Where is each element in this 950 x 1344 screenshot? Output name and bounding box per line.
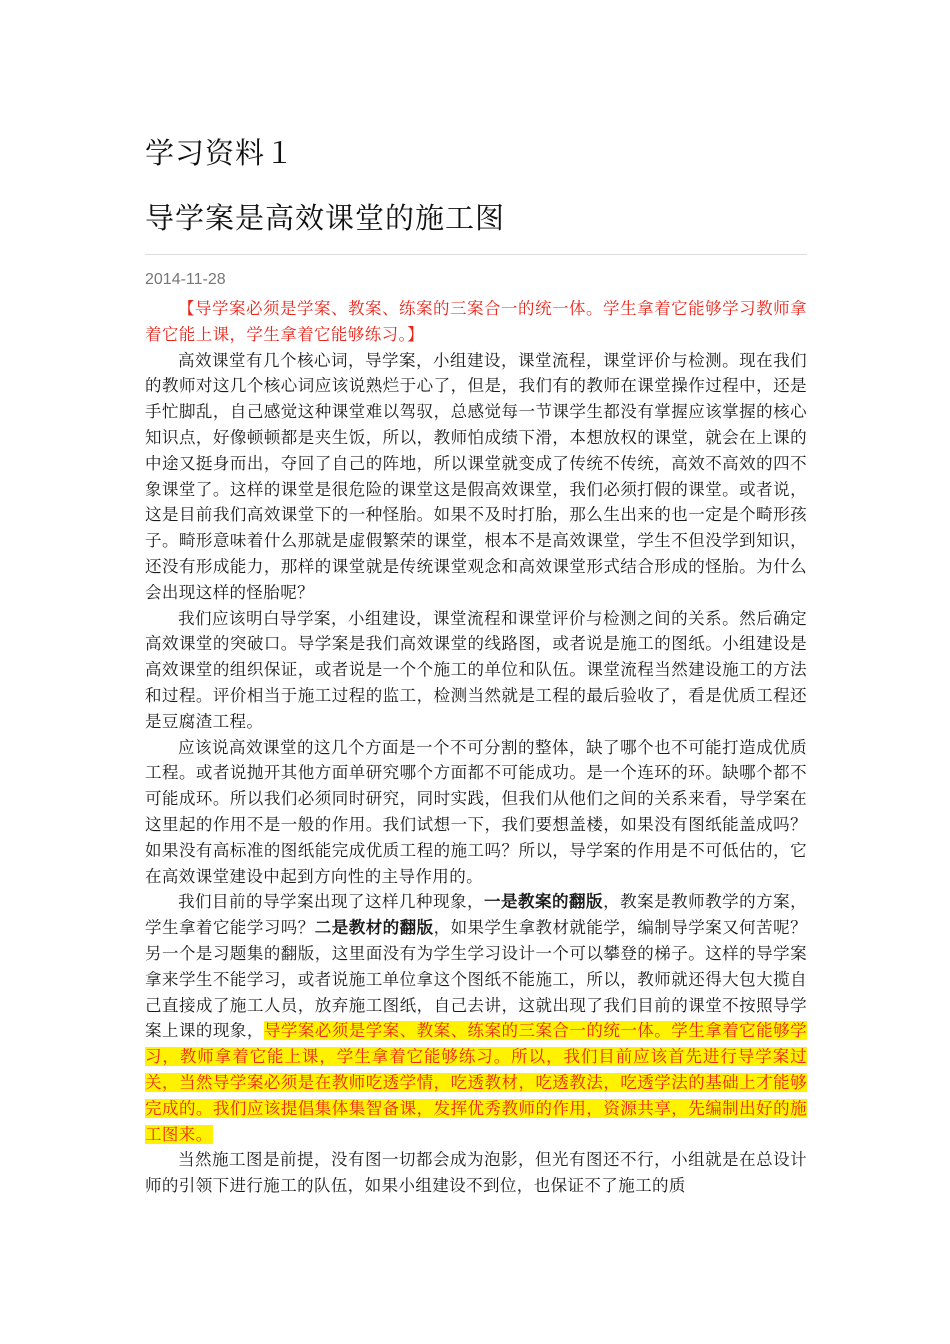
lead-summary: 【导学案必须是学案、教案、练案的三案合一的统一体。学生拿着它能够学习教师拿着它能上课，学生拿着它能够练习。】 xyxy=(145,299,807,344)
title-divider xyxy=(145,254,807,255)
bold-phrase-1: 一是教案的翻版 xyxy=(484,892,604,912)
paragraph-2: 我们应该明白导学案，小组建设，课堂流程和课堂评价与检测之间的关系。然后确定高效课堂的突破口。导学案是我们高效课堂的线路图，或者说是施工的图纸。小组建设是高效课堂的组织保证，或者说是一个个施工的单位和队伍。课堂流程当然建设施工的方法和过程。评价相当于施工过程的监工，检测当然就是工程的最后验收了，看是优质工程还是豆腐渣工程。 xyxy=(145,608,807,731)
document-label: 学习资料１ xyxy=(145,136,296,170)
paragraph-4-text-c: ，如果学生拿教材就能学，编制导学案又何苦呢？另一个是习题集的翻版，这里面没有为学生学习设计一个可以攀登的梯子。这样的导学案拿来学生不能学习，或者说施工单位拿这个图纸不能施工，所以，教师就还得大包大揽自己直接成了施工人员，放弃施工图纸，自己去讲，这就出现了我们目前的课堂不按照导学案上课的现象， xyxy=(145,918,807,1041)
paragraph-4-text-b: ，教案是教师教学的方案，学生拿着它能学习吗？ xyxy=(145,892,807,938)
paragraph-3: 应该说高效课堂的这几个方面是一个不可分割的整体，缺了哪个也不可能打造成优质工程。或者说抛开其他方面单研究哪个方面都不可能成功。是一个连环的环。缺哪个都不可能成环。所以我们必须同时研究，同时实践，但我们从他们之间的关系来看，导学案在这里起的作用不是一般的作用。我们试想一下，我们要想盖楼，如果没有图纸能盖成吗？如果没有高标准的图纸能完成优质工程的施工吗？所以，导学案的作用是不可低估的，它在高效课堂建设中起到方向性的主导作用的。 xyxy=(145,737,807,886)
article-body xyxy=(145,296,807,1199)
paragraph-1: 高效课堂有几个核心词，导学案，小组建设，课堂流程，课堂评价与检测。现在我们的教师对这几个核心词应该说熟烂于心了，但是，我们有的教师在课堂操作过程中，还是手忙脚乱，自己感觉这种课堂难以驾驭，总感觉每一节课学生都没有掌握应该掌握的核心知识点，好像顿顿都是夹生饭，所以，教师怕成绩下滑，本想放权的课堂，就会在上课的中途又挺身而出，夺回了自己的阵地，所以课堂就变成了传统不传统，高效不高效的四不象课堂了。这样的课堂是很危险的课堂这是假高效课堂，我们必须打假的课堂。或者说，这是目前我们高效课堂下的一种怪胎。如果不及时打胎，那么生出来的也一定是个畸形孩子。畸形意味着什么那就是虚假繁荣的课堂，根本不是高效课堂，学生不但没学到知识，还没有形成能力，那样的课堂就是传统课堂观念和高效课堂形式结合形成的怪胎。为什么会出现这样的怪胎呢？ xyxy=(145,350,807,602)
publish-date: 2014-11-28 xyxy=(145,271,226,288)
highlighted-passage: 导学案必须是学案、教案、练案的三案合一的统一体。学生拿着它能够学习，教师拿着它能上课，学生拿着它能够练习。所以，我们目前应该首先进行导学案过关，当然导学案必须是在教师吃透学情，吃透教材，吃透教法，吃透学法的基础上才能够完成的。我们应该提倡集体集智备课，发挥优秀教师的作用，资源共享，先编制出好的施工图来。 xyxy=(145,1021,807,1144)
paragraph-5: 当然施工图是前提，没有图一切都会成为泡影，但光有图还不行，小组就是在总设计师的引领下进行施工的队伍，如果小组建设不到位，也保证不了施工的质 xyxy=(145,1150,807,1196)
article-title: 导学案是高效课堂的施工图 xyxy=(145,201,506,235)
paragraph-4-text-a: 我们目前的导学案出现了这样几种现象， xyxy=(178,892,485,912)
bold-phrase-2: 二是教材的翻版 xyxy=(314,918,434,938)
paragraph-4 xyxy=(145,889,807,1147)
